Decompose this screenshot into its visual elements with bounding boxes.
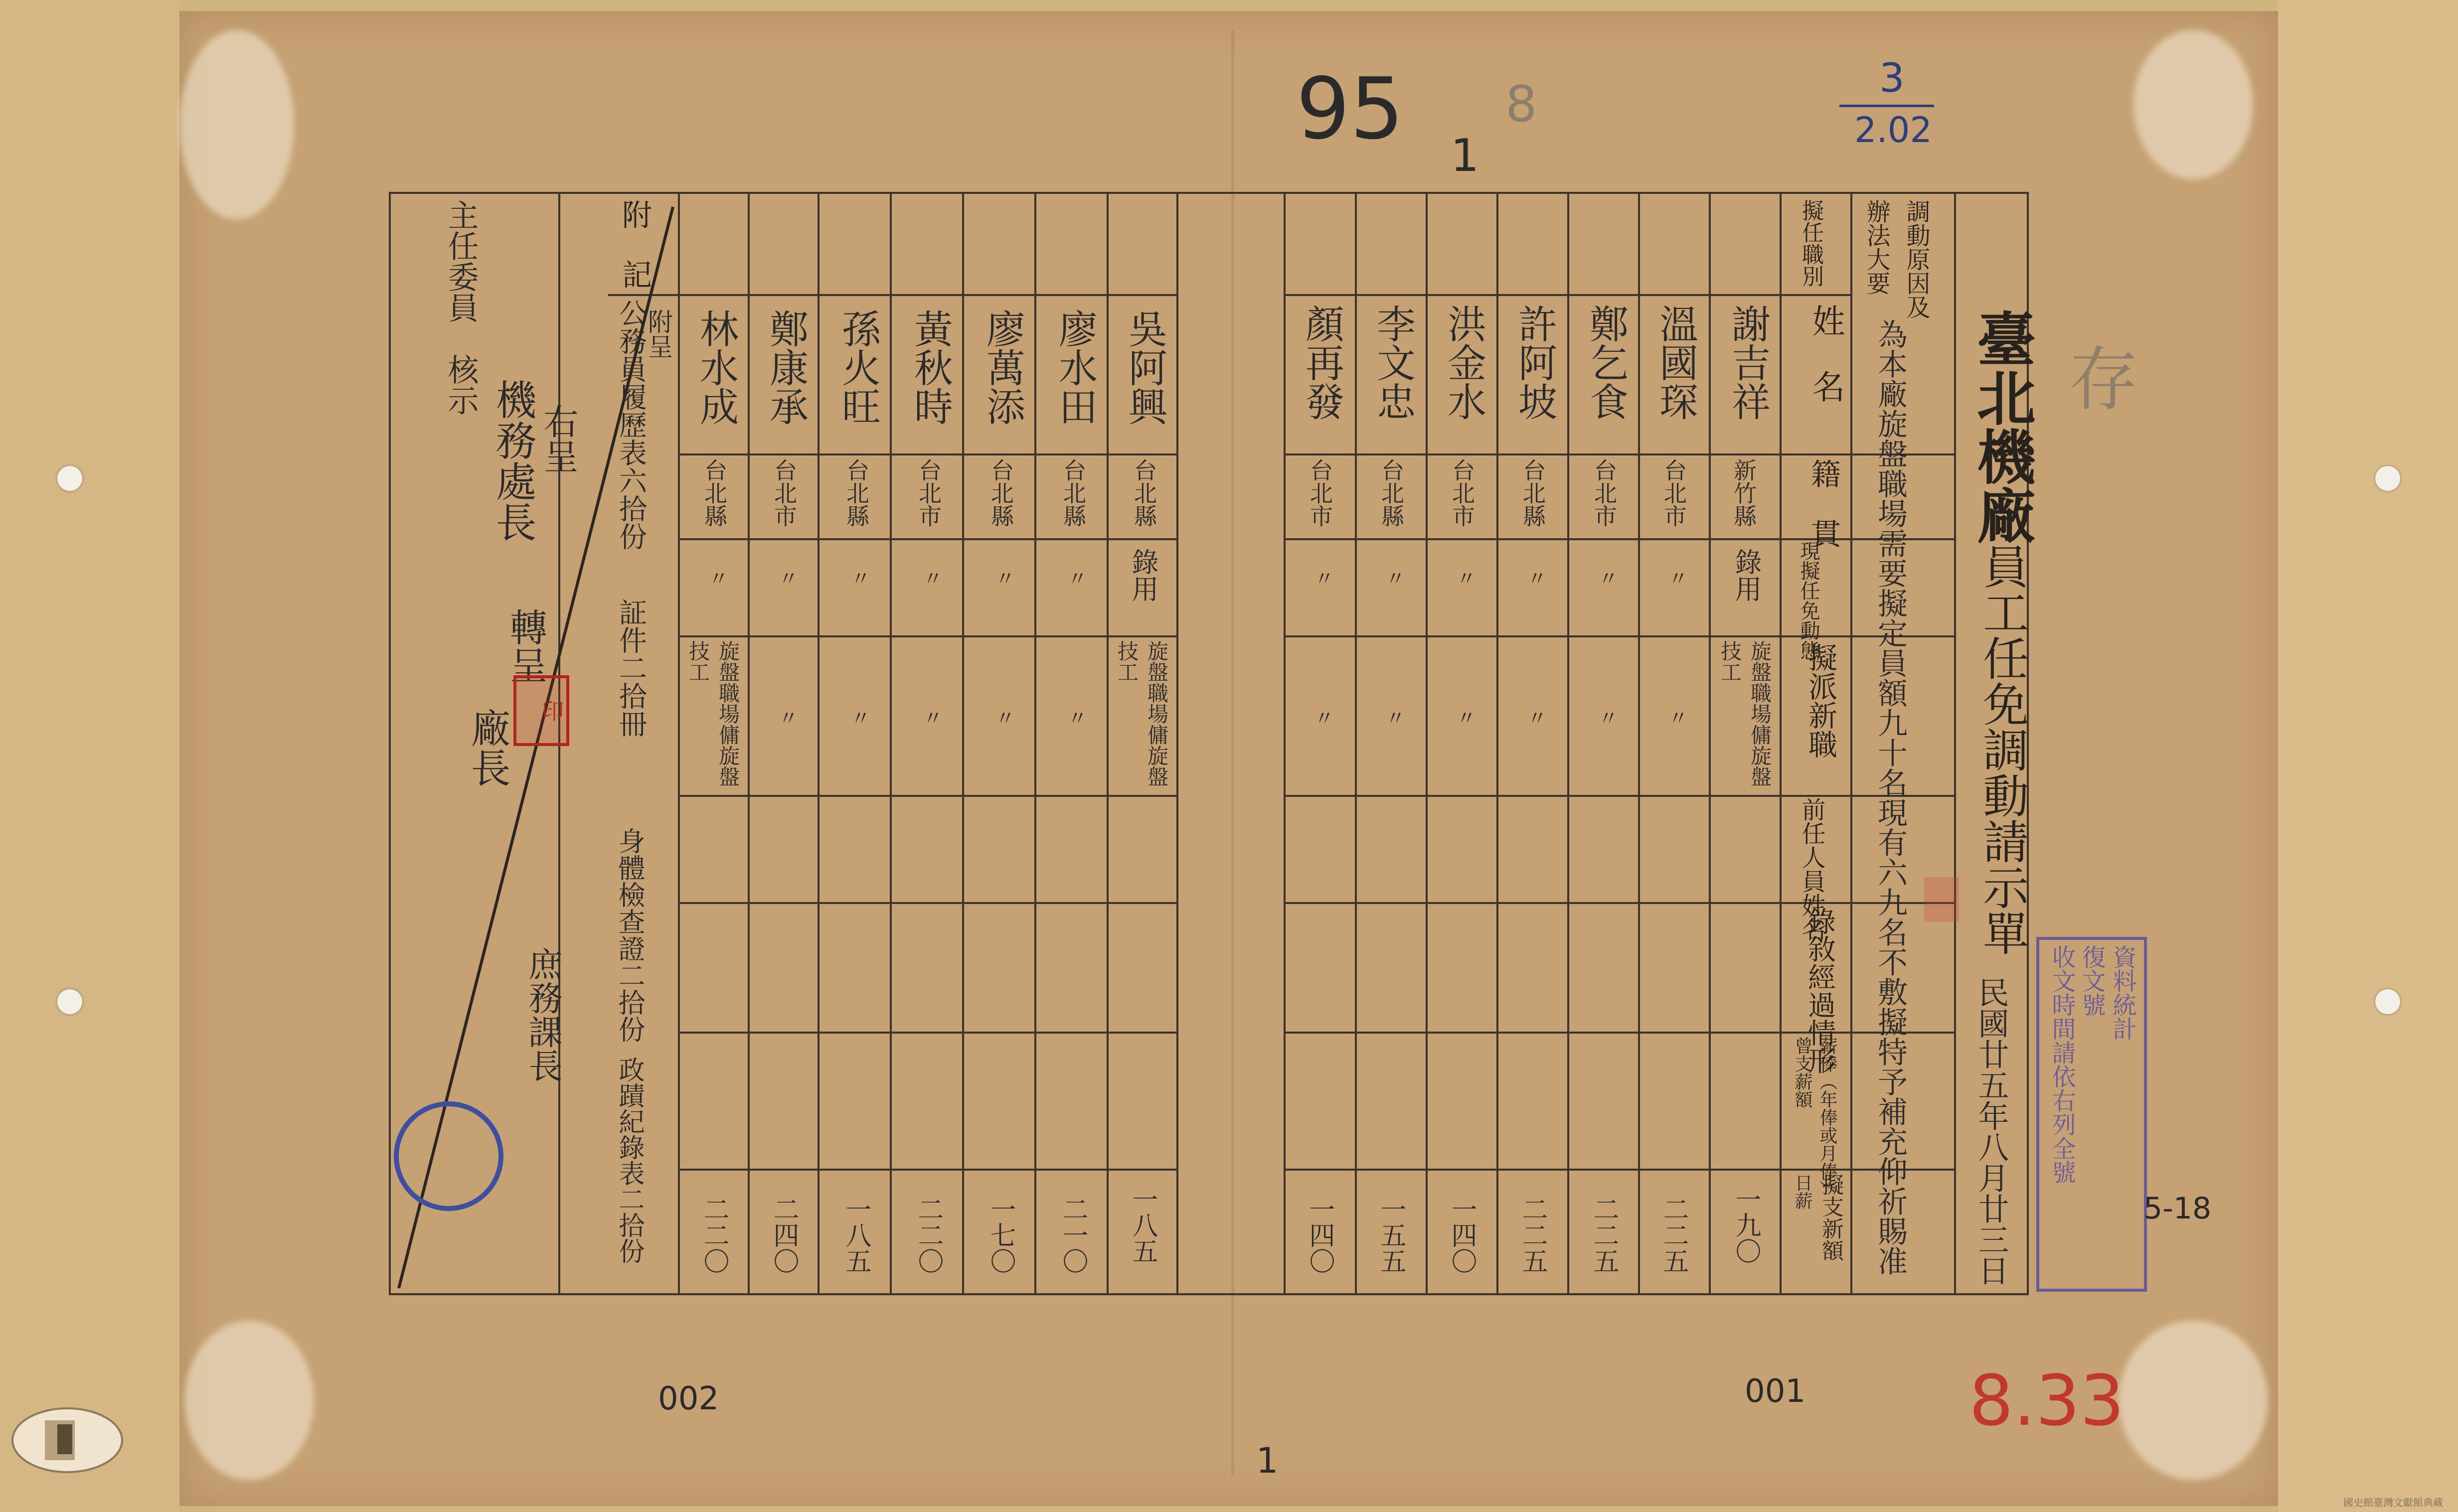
- signature-forward: 轉呈: [503, 608, 548, 684]
- binder-hole: [57, 466, 82, 491]
- row-native: 台北縣: [1519, 458, 1546, 527]
- header-new-salary: 擬支新額: [1818, 1174, 1843, 1261]
- row-wage: 二四〇: [769, 1196, 799, 1274]
- bottom-right-number: 001: [1745, 1373, 1806, 1410]
- row-new-job: 旋盤職場傭旋盤技工: [1115, 640, 1169, 787]
- row-line: [678, 1032, 1176, 1034]
- row-new-job: 〃: [992, 708, 1015, 728]
- attachment-line2: 証件二拾冊: [615, 598, 647, 738]
- red-number: 8.33: [1969, 1361, 2125, 1442]
- row-wage: 一四〇: [1305, 1196, 1334, 1274]
- row-new-job: 旋盤職場傭旋盤技工: [1718, 640, 1772, 787]
- row-wage: 二二〇: [699, 1196, 729, 1274]
- reason-text: 為本廠旋盤職場需要擬定員額九十名現有六九名不敷擬特予補充仰祈賜准: [1873, 319, 1908, 1276]
- archive-stamp-text: 收文時間請依右列全號: [2048, 945, 2076, 1184]
- column-line: [1780, 192, 1782, 1295]
- row-line: [678, 454, 1176, 455]
- row-name: 顏再發: [1299, 304, 1344, 421]
- row-status: 錄用: [1731, 548, 1762, 602]
- column-line: [1638, 192, 1640, 1295]
- header-new-job: 擬派新職: [1803, 643, 1837, 758]
- row-line: [1284, 795, 1954, 797]
- method-header: 辦法大要: [1862, 199, 1890, 295]
- column-line: [890, 192, 892, 1295]
- header-status: 現擬任免動態: [1797, 541, 1820, 660]
- header-predecessor: 前任人員姓名: [1798, 797, 1825, 941]
- attachment-line1: 公務員履歷表六拾份: [615, 299, 647, 550]
- paper-stain: [2133, 30, 2253, 179]
- signature-factory-head: 廠長: [464, 708, 510, 787]
- row-name: 廖萬添: [980, 309, 1025, 426]
- left-margin-strip: [0, 0, 179, 1512]
- column-line: [1954, 192, 1956, 1295]
- header-experience: 錄敘經過情形: [1803, 907, 1836, 1074]
- header-salary-label: 薪俸（年俸或月俸）: [1817, 1037, 1837, 1198]
- row-new-job: 〃: [1595, 708, 1618, 728]
- column-line: [1709, 192, 1711, 1295]
- row-status: 〃: [1382, 568, 1405, 588]
- column-line: [1567, 192, 1569, 1295]
- row-native: 台北市: [1660, 458, 1687, 527]
- row-native: 台北市: [1307, 458, 1333, 527]
- row-name: 林水成: [693, 309, 738, 426]
- row-wage: 一九〇: [1731, 1186, 1761, 1264]
- reason-header: 調動原因及: [1902, 199, 1930, 319]
- column-line: [1426, 192, 1428, 1295]
- header-orig-salary: 曾支薪額: [1792, 1037, 1812, 1108]
- page-number-top: 95: [1296, 60, 1404, 158]
- row-new-job: 〃: [775, 708, 798, 728]
- row-status: 〃: [775, 568, 798, 588]
- faint-red-seal: [1924, 877, 1959, 922]
- row-name: 李文忠: [1370, 304, 1415, 421]
- row-name: 洪金水: [1441, 304, 1486, 421]
- form-subtitle: 員工任免調動請示單: [1975, 543, 2029, 956]
- signature-right-present: 右呈: [538, 404, 579, 473]
- row-name: 廖水田: [1052, 309, 1097, 426]
- row-new-job: 〃: [920, 708, 943, 728]
- row-new-job: 〃: [1064, 708, 1087, 728]
- row-name: 謝吉祥: [1725, 304, 1770, 421]
- fraction-bar: [1839, 105, 1934, 107]
- row-name: 鄭康承: [763, 309, 808, 426]
- row-native: 台北縣: [1060, 458, 1087, 527]
- header-daily-wage: 日薪: [1792, 1174, 1812, 1210]
- row-wage: 一四〇: [1447, 1196, 1476, 1274]
- column-line: [748, 192, 750, 1295]
- row-wage: 一八五: [841, 1196, 871, 1274]
- center-bottom-mark: 1: [1256, 1440, 1279, 1481]
- row-native: 台北市: [771, 458, 798, 527]
- archive-mark: 存: [2069, 339, 2139, 421]
- column-line: [818, 192, 819, 1295]
- row-status: 〃: [1453, 568, 1476, 588]
- signature-machine-dept: 機務處長: [489, 379, 536, 542]
- binder-hole: [57, 989, 82, 1014]
- archive-stamp-title: 資料統計: [2109, 945, 2136, 1041]
- row-line: [678, 902, 1176, 904]
- row-wage: 二二五: [1589, 1196, 1619, 1274]
- bottom-left-number: 002: [658, 1380, 719, 1417]
- row-status: 〃: [920, 568, 943, 588]
- row-status: 〃: [1311, 568, 1334, 588]
- row-status: 〃: [992, 568, 1015, 588]
- row-line: [1284, 635, 1954, 637]
- header-job-type: 擬任職別: [1798, 199, 1823, 287]
- row-line: [1284, 454, 1954, 455]
- row-status: 錄用: [1128, 548, 1159, 602]
- row-native: 台北縣: [1131, 458, 1157, 527]
- row-name: 吳阿興: [1122, 309, 1167, 426]
- archive-stamp-sub: 復文號: [2078, 945, 2106, 1017]
- archive-logo-icon: [10, 1405, 125, 1475]
- page-mark-1: 1: [1451, 130, 1479, 182]
- row-wage: 二二五: [1517, 1196, 1547, 1274]
- paper-stain: [184, 1321, 314, 1480]
- row-line: [1284, 902, 1954, 904]
- row-native: 台北市: [915, 458, 942, 527]
- row-new-job: 〃: [1311, 708, 1334, 728]
- row-native: 台北縣: [843, 458, 870, 527]
- column-line: [962, 192, 964, 1295]
- signature-committee: 主任委員 核示: [443, 199, 479, 416]
- red-seal: 印: [513, 675, 569, 746]
- column-line: [1496, 192, 1498, 1295]
- row-native: 台北縣: [1378, 458, 1405, 527]
- attachment-header: 附 記: [617, 199, 652, 289]
- column-line: [1176, 192, 1178, 1295]
- archive-stamp: [2036, 937, 2147, 1292]
- row-native: 台北縣: [701, 458, 728, 527]
- row-native: 新竹縣: [1730, 458, 1757, 527]
- attachment-line3: 身體檢查證二拾份: [614, 827, 646, 1043]
- column-line: [1284, 192, 1286, 1295]
- signature-section: 庶務課長: [523, 947, 562, 1082]
- blue-round-seal: [394, 1101, 503, 1211]
- row-status: 〃: [1665, 568, 1688, 588]
- paper-stain: [179, 30, 294, 219]
- attachment-sub: 附呈: [644, 309, 673, 359]
- row-line: [1284, 294, 1852, 296]
- column-line: [1034, 192, 1036, 1295]
- row-new-job: 〃: [1382, 708, 1405, 728]
- row-new-job: 〃: [1524, 708, 1547, 728]
- row-status: 〃: [847, 568, 870, 588]
- row-wage: 一五五: [1376, 1196, 1406, 1274]
- row-wage: 二一〇: [1058, 1196, 1088, 1274]
- paper-stain: [2119, 1321, 2268, 1480]
- row-native: 台北市: [1591, 458, 1618, 527]
- center-fold: [1230, 30, 1235, 1475]
- row-new-job: 〃: [1665, 708, 1688, 728]
- row-new-job: 〃: [1453, 708, 1476, 728]
- row-status: 〃: [1595, 568, 1618, 588]
- row-line: [678, 294, 1176, 296]
- row-name: 許阿坡: [1512, 304, 1557, 421]
- footer-note: 國史館臺灣文獻館典藏: [2343, 1497, 2443, 1509]
- form-date: 民國廿五年八月廿三日: [1973, 977, 2009, 1286]
- row-line: [1284, 538, 1954, 540]
- row-wage: 一八五: [1128, 1186, 1157, 1264]
- row-status: 〃: [705, 568, 728, 588]
- row-name: 孫火旺: [835, 309, 880, 426]
- header-name: 姓 名: [1806, 304, 1845, 403]
- row-name: 黃秋時: [908, 309, 953, 426]
- page-mark-8: 8: [1505, 75, 1537, 133]
- row-wage: 一七〇: [985, 1196, 1015, 1274]
- row-native: 台北市: [1449, 458, 1475, 527]
- binder-hole: [2375, 989, 2400, 1014]
- row-new-job: 〃: [847, 708, 870, 728]
- fraction-bottom: 2.02: [1854, 110, 1932, 151]
- row-line: [678, 1169, 1176, 1171]
- right-margin-strip: [2278, 0, 2458, 1512]
- row-line: [678, 538, 1176, 540]
- row-name: 溫國琛: [1653, 304, 1698, 421]
- row-status: 〃: [1524, 568, 1547, 588]
- row-status: 〃: [1064, 568, 1087, 588]
- column-line: [1850, 192, 1852, 1295]
- row-new-job: 旋盤職場傭旋盤技工: [686, 640, 740, 787]
- row-wage: 二二五: [1658, 1196, 1688, 1274]
- binder-hole: [2375, 466, 2400, 491]
- row-wage: 二二〇: [913, 1196, 943, 1274]
- fraction-top: 3: [1879, 55, 1905, 101]
- row-line: [1284, 1032, 1954, 1034]
- column-line: [1107, 192, 1109, 1295]
- row-line: [1284, 1169, 1954, 1171]
- row-line: [678, 635, 1176, 637]
- form-title: 臺北機廠: [1967, 309, 2036, 544]
- row-line: [678, 795, 1176, 797]
- attachment-line4: 政蹟紀錄表二拾份: [614, 1057, 644, 1264]
- row-native: 台北縣: [987, 458, 1014, 527]
- row-name: 鄭乞食: [1583, 304, 1628, 421]
- column-line: [1355, 192, 1357, 1295]
- header-native: 籍 貫: [1806, 458, 1841, 548]
- side-code: 5-18: [2143, 1191, 2212, 1226]
